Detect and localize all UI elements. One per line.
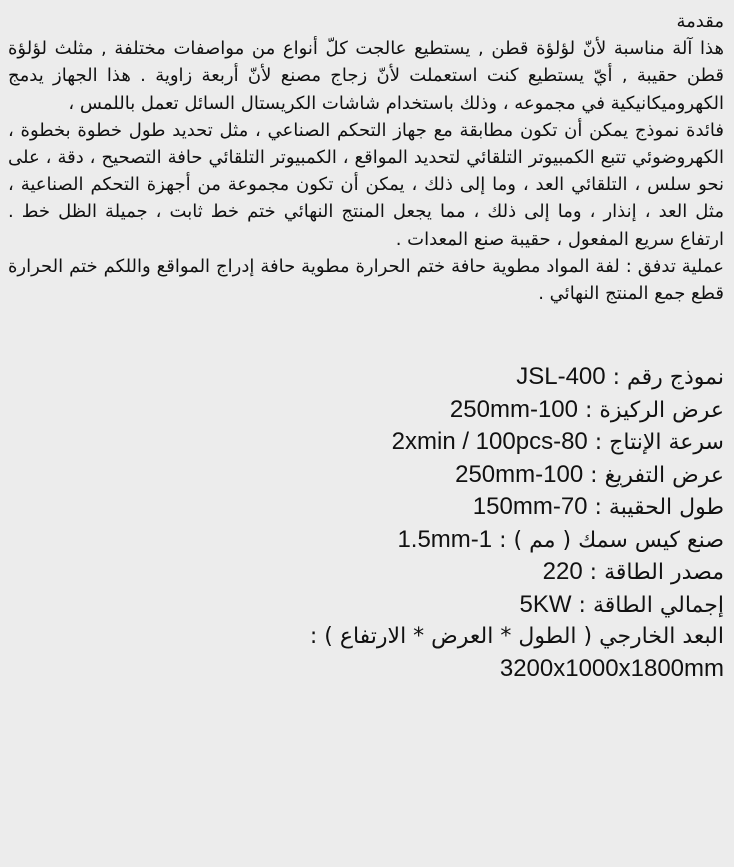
spec-label: نموذج رقم : [605,365,724,391]
spec-value: 100-250mm [449,395,578,423]
spec-label: سرعة الإنتاج : [587,430,724,456]
spec-label: البعد الخارجي ( الطول * العرض * الارتفاع ) : [309,624,724,650]
spec-value: 70-150mm [472,493,588,521]
intro-section [8,8,724,307]
spec-label: صنع كيس سمك ( مم ) : [492,527,724,553]
intro-heading: مقدمة [676,11,724,32]
spec-power-source [8,556,724,589]
spec-bag-thickness [8,524,724,557]
process-paragraph: عملية تدفق : لفة المواد مطوية حافة ختم الحرارة مطوية حافة إدراج المواقع واللكم ختم الحرارة قطع جمع المنتج النهائي . [8,255,724,305]
intro-paragraph: هذا آلة مناسبة لأنّ لؤلؤة قطن , يستطيع عالجت كلّ أنواع من مواصفات مختلفة , مثلث لؤلؤة قطن حقيبة , أيّ يستطيع كنت استعملت لأنّ زجاج مصنع لأنّ أربعة زاوية . هذا الجهاز يدمج الكهروميكانيكية في مجموعه ، وذلك باستخدام شاشات الكريستال السائل تعمل باللمس ، [8,38,724,114]
section-gap [8,307,724,361]
spec-value: 3200x1000x1800mm [499,654,724,682]
spec-bag-length [8,491,724,524]
spec-outer-dimensions [8,621,724,684]
spec-value: 100-250mm [455,460,584,488]
spec-value: JSL-400 [516,363,606,391]
spec-production-speed [8,426,724,459]
spec-label: عرض التفريغ : [583,462,724,488]
spec-label: طول الحقيبة : [587,495,724,521]
spec-value: 5KW [519,590,572,618]
spec-value: 80-2xmin / 100pcs [391,428,588,456]
spec-label: مصدر الطاقة : [582,560,724,586]
spec-value: 220 [542,558,583,586]
spec-substrate-width [8,394,724,427]
spec-label: عرض الركيزة : [578,397,724,423]
specifications-list [8,361,724,684]
benefit-paragraph: فائدة نموذج يمكن أن تكون مطابقة مع جهاز التحكم الصناعي ، مثل تحديد طول خطوة بخطوة ، الكهروضوئي تتبع الكمبيوتر التلقائي لتحديد المواقع ، الكمبيوتر التلقائي حافة التصحيح ، دقة ، على نحو سلس ، التلقائي العد ، وما إلى ذلك ، يمكن أن تكون مجموعة من أجهزة التحكم الصناعية ، مثل العد ، إنذار ، وما إلى ذلك ، مما يجعل المنتج النهائي ختم خط ثابت ، جميلة الظل خط . ارتفاع سريع المفعول ، حقيبة صنع المعدات . [8,119,724,250]
spec-model-number [8,361,724,394]
spec-total-power [8,589,724,622]
spec-label: إجمالي الطاقة : [571,592,724,618]
spec-value: 1-1.5mm [397,525,493,553]
spec-discharge-width [8,459,724,492]
